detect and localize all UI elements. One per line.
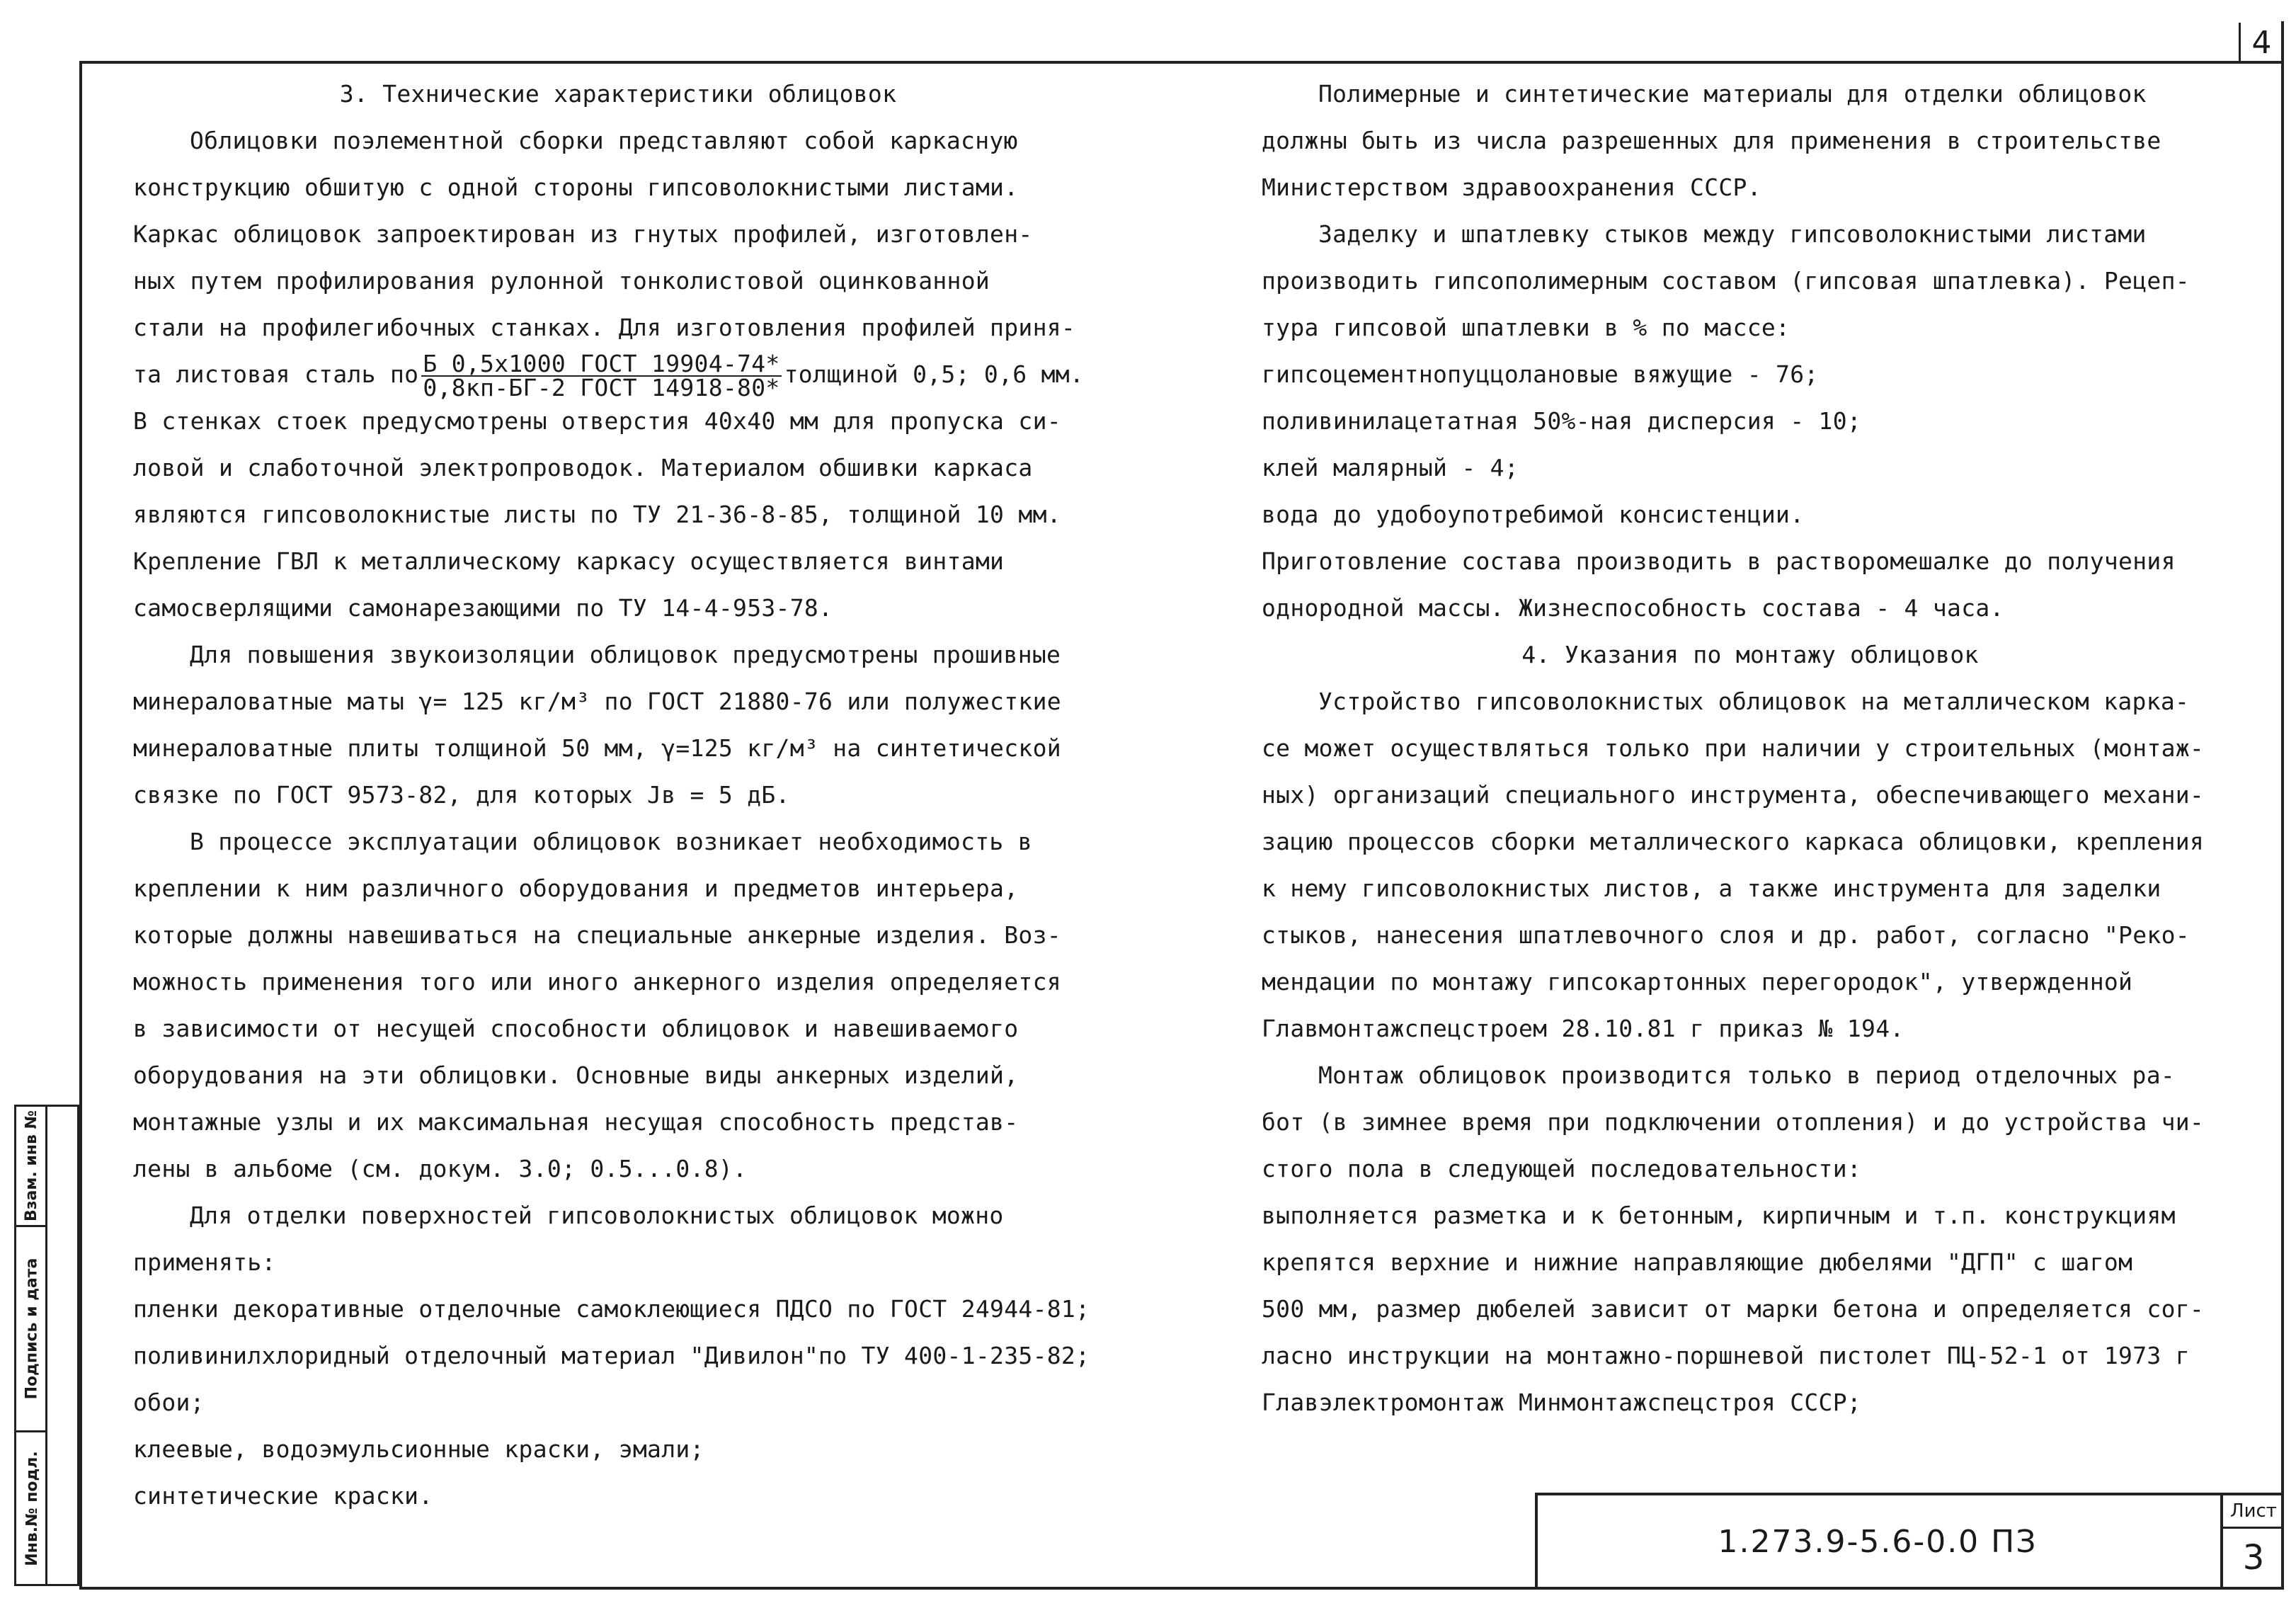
text-line: минераловатные маты γ= 125 кг/м³ по ГОСТ 21880-76 или полужесткие [133,688,1061,715]
list-item: пленки декоративные отделочные самоклеющиеся ПДСО по ГОСТ 24944-81; [133,1295,1090,1323]
text-line: Главмонтажспецстроем 28.10.81 г приказ № 194. [1262,1015,1904,1042]
text-line: В процессе эксплуатации облицовок возникает необходимость в [190,828,1032,855]
side-stamp-blank [47,1107,77,1584]
text-line: Каркас облицовок запроектирован из гнутых профилей, изготовлен- [133,220,1033,248]
side-label-inv-original: Инв.№ подл. [23,1450,41,1566]
list-item: обои; [133,1389,205,1416]
text-line: Крепление ГВЛ к металлическому каркасу осуществляется винтами [133,547,1005,575]
sheet-number: 3 [2242,1538,2265,1578]
text-line: ных путем профилирования рулонной тонколистовой оцинкованной [133,267,990,295]
list-item: синтетические краски. [133,1482,433,1510]
side-stamp-cell [16,1107,47,1227]
text-line: Заделку и шпатлевку стыков между гипсоволокнистыми листами [1318,220,2147,248]
text-line: применять: [133,1248,276,1276]
recipe-item: вода до удобоупотребимой консистенции. [1262,501,1805,528]
frame-top-border [79,61,2281,64]
text-line: мендации по монтажу гипсокартонных перегородок", утвержденной [1262,968,2133,996]
text-line: к нему гипсоволокнистых листов, а также инструмента для заделки [1262,874,2161,902]
text-line: креплении к ним различного оборудования и предметов интерьера, [133,874,1019,902]
text-line: которые должны навешиваться на специальные анкерные изделия. Воз- [133,921,1061,949]
title-block [1535,1493,2284,1587]
text-line: бот (в зимнее время при подключении отопления) и до устройства чи- [1262,1108,2205,1136]
text-line: должны быть из числа разрешенных для применения в строительстве [1262,127,2161,154]
text-line: однородной массы. Жизнеспособность состава - 4 часа. [1262,594,2004,622]
page-corner-number [2223,21,2287,64]
text-line: Главэлектромонтаж Минмонтажспецстроя СССР; [1262,1389,1862,1416]
text-line: в зависимости от несущей способности облицовок и навешиваемого [133,1015,1019,1042]
corner-number: 4 [2251,24,2272,61]
left-column [133,71,1103,1520]
text-line: Монтаж облицовок производится только в период отделочных ра- [1318,1061,2176,1089]
steel-spec-suffix: толщиной 0,5; 0,6 мм. [784,360,1085,388]
document-code: 1.273.9-5.6-0.0 ПЗ [1718,1523,2038,1560]
text-line: самосверлящими самонарезающими по ТУ 14-4-953-78. [133,594,833,622]
text-line: Министерством здравоохранения СССР. [1262,173,1761,201]
text-line: являются гипсоволокнистые листы по ТУ 21-36-8-85, толщиной 10 мм. [133,501,1061,528]
text-line: монтажные узлы и их максимальная несущая способность представ- [133,1108,1019,1136]
text-line: производить гипсополимерным составом (гипсовая шпатлевка). Рецеп- [1262,267,2190,295]
frame-right-border [2281,21,2284,1587]
recipe-item: поливинилацетатная 50%-ная дисперсия - 10; [1262,407,1862,435]
side-label-replaces-inv: Взам. инв № [23,1110,41,1222]
text-line: Полимерные и синтетические материалы для отделки облицовок [1318,80,2147,108]
side-stamp-cell [16,1227,47,1432]
list-item: поливинилхлоридный отделочный материал "Дивилон"по ТУ 400-1-235-82; [133,1342,1090,1369]
text-line: ласно инструкции на монтажно-поршневой пистолет ПЦ-52-1 от 1973 г [1262,1342,2190,1369]
text-line: Для повышения звукоизоляции облицовок предусмотрены прошивные [190,641,1061,668]
right-column [1262,71,2239,1426]
text-line: тура гипсовой шпатлевки в % по массе: [1262,314,1790,341]
corner-divider [2239,23,2241,62]
sheet-cell [2220,1495,2284,1588]
text-line: ных) организаций специального инструмента, обеспечивающего механи- [1262,781,2205,809]
text-line: связке по ГОСТ 9573-82, для которых Jв = 5 дБ. [133,781,790,809]
text-line: стого пола в следующей последовательности: [1262,1155,1862,1182]
side-stamp-cell [16,1432,47,1584]
list-item: клеевые, водоэмульсионные краски, эмали; [133,1435,704,1463]
sheet-label: Лист [2223,1495,2284,1529]
text-line: выполняется разметка и к бетонным, кирпичным и т.п. конструкциям [1262,1202,2176,1229]
steel-spec-line [133,349,1103,401]
recipe-item: гипсоцементнопуццолановые вяжущие - 76; [1262,360,1819,388]
text-line: лены в альбоме (см. докум. 3.0; 0.5...0.8). [133,1155,748,1182]
section-4-heading: 4. Указания по монтажу облицовок [1521,641,1979,668]
text-line: крепятся верхние и нижние направляющие дюбелями "ДГП" с шагом [1262,1248,2133,1276]
text-line: стали на профилегибочных станках. Для изготовления профилей приня- [133,314,1076,341]
text-line: В стенках стоек предусмотрены отверстия 40х40 мм для пропуска си- [133,407,1061,435]
steel-spec-fraction [421,349,781,401]
text-line: оборудования на эти облицовки. Основные виды анкерных изделий, [133,1061,1019,1089]
side-label-signature-date: Подпись и дата [23,1258,41,1400]
text-line: Для отделки поверхностей гипсоволокнистых облицовок можно [190,1202,1004,1229]
text-line: 500 мм, размер дюбелей зависит от марки бетона и определяется сог- [1262,1295,2205,1323]
text-line: минераловатные плиты толщиной 50 мм, γ=125 кг/м³ на синтетической [133,734,1061,762]
section-3-heading: 3. Технические характеристики облицовок [339,80,897,108]
text-line: се может осуществляться только при наличии у строительных (монтаж- [1262,734,2205,762]
text-line: Приготовление состава производить в растворомешалке до получения [1262,547,2176,575]
side-stamp-labels [16,1107,47,1584]
fraction-numerator: Б 0,5х1000 ГОСТ 19904-74* [423,349,780,377]
recipe-item: клей малярный - 4; [1262,454,1519,481]
text-line: зацию процессов сборки металлического каркаса облицовки, крепления [1262,828,2205,855]
text-line: Устройство гипсоволокнистых облицовок на металлическом карка- [1318,688,2190,715]
text-line: можность применения того или иного анкерного изделия определяется [133,968,1061,996]
text-line: ловой и слаботочной электропроводок. Материалом обшивки каркаса [133,454,1033,481]
steel-spec-prefix: та листовая сталь по [133,360,419,388]
text-line: конструкцию обшитую с одной стороны гипсоволокнистыми листами. [133,173,1019,201]
text-line: Облицовки поэлементной сборки представляют собой каркасную [190,127,1018,154]
frame-left-border [79,61,82,1587]
text-line: стыков, нанесения шпатлевочного слоя и др. работ, согласно "Реко- [1262,921,2190,949]
fraction-denominator: 0,8кп-БГ-2 ГОСТ 14918-80* [423,373,780,401]
side-stamp [14,1105,79,1586]
